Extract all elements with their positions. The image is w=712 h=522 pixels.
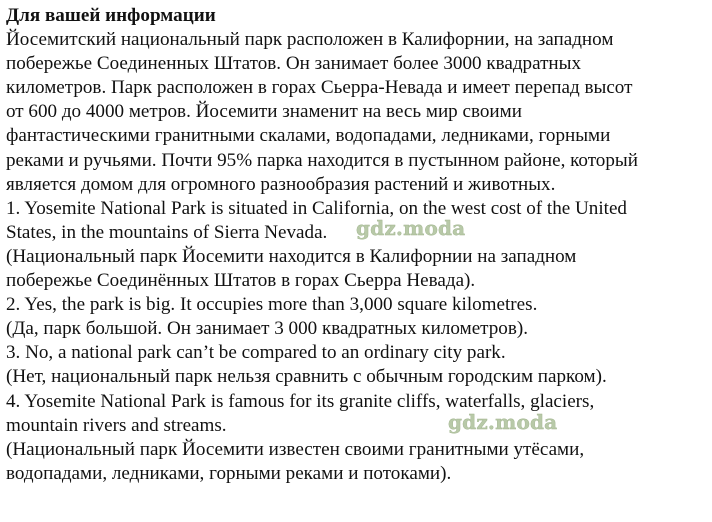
answer-3 <box>6 341 708 389</box>
answer-russian-line: (Национальный парк Йосемити находится в Калифорнии на западном <box>6 245 577 267</box>
info-line: реками и ручьями. Почти 95% парка находится в пустынном районе, который <box>6 149 638 171</box>
answer-4 <box>6 390 708 486</box>
section-heading: Для вашей информации <box>6 5 216 26</box>
answer-english-line: 4. Yosemite National Park is famous for its granite cliffs, waterfalls, glaciers, <box>6 390 595 412</box>
watermark: gdz.moda <box>448 410 558 434</box>
info-line: Йосемитский национальный парк расположен в Калифорнии, на западном <box>6 29 614 51</box>
answer-2 <box>6 293 708 341</box>
info-paragraph <box>6 28 708 197</box>
info-line: фантастическими гранитными скалами, водопадами, ледниками, горными <box>6 125 611 147</box>
info-line: километров. Парк расположен в горах Сьерра-Невада и имеет перепад высот <box>6 77 633 99</box>
answer-russian-line: (Да, парк большой. Он занимает 3 000 квадратных километров). <box>6 318 528 340</box>
answer-english-line: 3. No, a national park can’t be compared to an ordinary city park. <box>6 342 506 364</box>
answer-russian-line: побережье Соединённых Штатов в горах Сьерра Невада). <box>6 270 476 292</box>
answer-english-line: mountain rivers and streams. <box>6 414 227 436</box>
answer-1 <box>6 197 708 293</box>
answer-russian-line: (Нет, национальный парк нельзя сравнить с обычным городским парком). <box>6 366 607 388</box>
watermark: gdz.moda <box>356 216 466 240</box>
answer-english-line: States, in the mountains of Sierra Nevada. <box>6 221 328 243</box>
answer-russian-line: водопадами, ледниками, горными реками и потоками). <box>6 462 452 484</box>
answer-english-line: 2. Yes, the park is big. It occupies more than 3,000 square kilometres. <box>6 294 538 316</box>
answer-russian-line: (Национальный парк Йосемити известен своими гранитными утёсами, <box>6 438 585 460</box>
info-line: побережье Соединенных Штатов. Он занимает более 3000 квадратных <box>6 53 582 75</box>
answer-english-line: 1. Yosemite National Park is situated in California, on the west cost of the United <box>6 197 627 219</box>
info-line: от 600 до 4000 метров. Йосемити знаменит на весь мир своими <box>6 101 522 123</box>
document-body <box>6 4 708 486</box>
info-line: является домом для огромного разнообразия растений и животных. <box>6 173 556 195</box>
